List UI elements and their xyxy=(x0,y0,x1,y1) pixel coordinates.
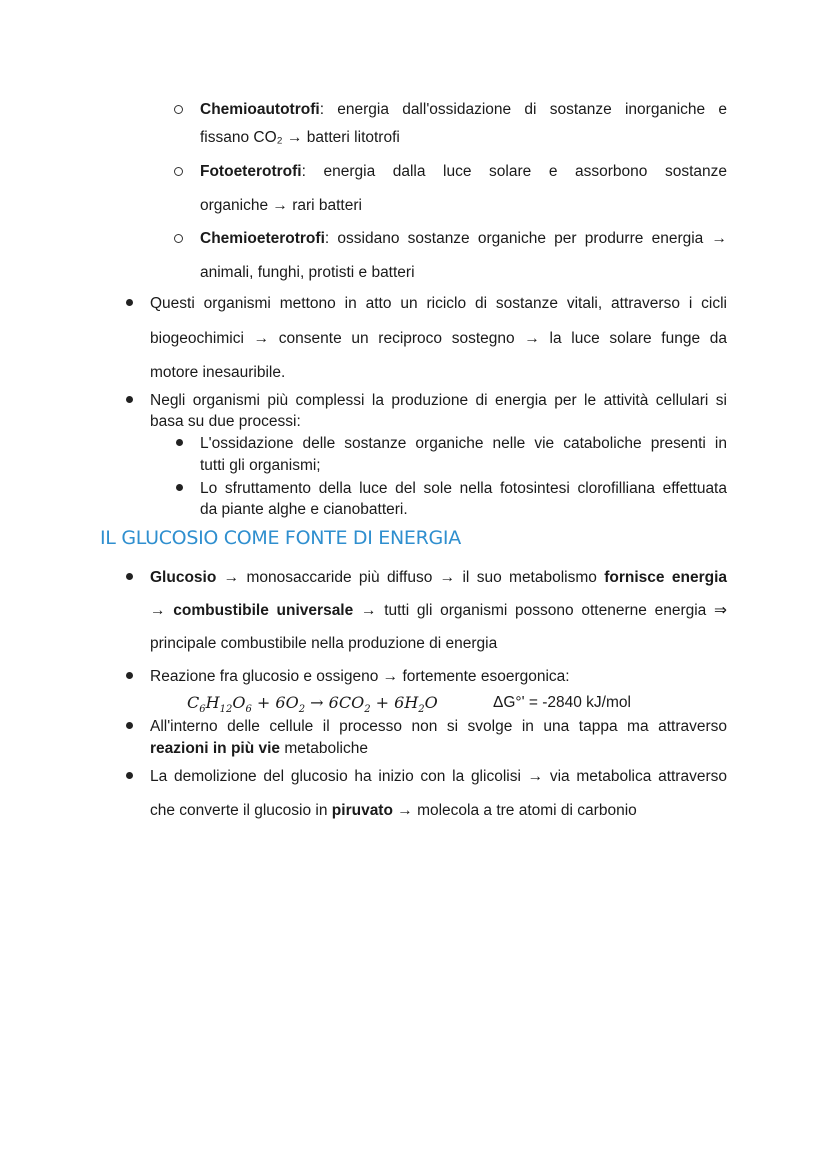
text-line xyxy=(150,601,727,621)
text-line: biogeochimici → consente un reciproco sostegno → la luce solare funge da xyxy=(150,330,727,347)
text-line xyxy=(150,801,637,821)
bullet-icon xyxy=(126,573,133,580)
term: combustibile universale xyxy=(173,602,354,619)
bullet-icon xyxy=(126,772,133,779)
eq-part: H xyxy=(205,693,220,712)
term: Fotoeterotrofi xyxy=(200,163,302,180)
text-line: fissano CO₂ → batteri litotrofi xyxy=(200,129,400,146)
text: metaboliche xyxy=(280,740,368,757)
chemical-equation xyxy=(187,693,438,715)
term: piruvato xyxy=(331,802,393,819)
eq-sub: 6 xyxy=(245,704,252,716)
text-line: organiche → rari batteri xyxy=(200,197,362,214)
text-line: Negli organismi più complessi la produzione di energia per le attività cellulari si xyxy=(150,392,727,409)
text-line: principale combustibile nella produzione di energia xyxy=(150,635,498,652)
bullet-icon xyxy=(126,299,133,306)
term: Glucosio xyxy=(150,569,217,586)
text: : energia dall'ossidazione di sostanze inorganiche e xyxy=(319,101,727,118)
text-line: tutti gli organismi; xyxy=(200,457,321,474)
bullet-icon xyxy=(126,722,133,729)
bullet-icon xyxy=(176,439,183,446)
eq-sub: 2 xyxy=(418,704,425,716)
bullet-icon xyxy=(126,396,133,403)
text-line: Questi organismi mettono in atto un riciclo di sostanze vitali, attraverso i cicli xyxy=(150,295,727,312)
eq-part: + 6O xyxy=(251,693,299,712)
text: che converte il glucosio in xyxy=(150,802,332,819)
delta-g-value: ΔG°' = -2840 kJ/mol xyxy=(493,694,631,711)
bullet-icon xyxy=(176,484,183,491)
eq-part: + 6H xyxy=(370,693,419,712)
eq-part: O xyxy=(424,693,438,712)
text: : energia dalla luce solare e assorbono sostanze xyxy=(301,163,727,180)
list-item xyxy=(200,229,727,249)
section-heading: IL GLUCOSIO COME FONTE DI ENERGIA xyxy=(100,527,461,549)
term: reazioni in più vie xyxy=(150,740,281,757)
term: Chemioeterotrofi xyxy=(200,230,325,247)
eq-sub: 12 xyxy=(219,704,233,716)
term: Chemioautotrofi xyxy=(200,101,320,118)
text: → monosaccaride più diffuso → il suo metabolismo xyxy=(216,569,605,586)
text-line: All'interno delle cellule il processo non si svolge in una tappa ma attraverso xyxy=(150,718,727,735)
text-line: animali, funghi, protisti e batteri xyxy=(200,264,415,281)
text-line xyxy=(150,739,368,759)
eq-sub: 2 xyxy=(298,704,306,716)
text-line xyxy=(150,568,727,588)
text-line: La demolizione del glucosio ha inizio con la glicolisi → via metabolica attraverso xyxy=(150,768,727,785)
term: fornisce energia xyxy=(604,569,727,586)
list-item xyxy=(200,162,727,182)
eq-part: → 6CO xyxy=(305,693,365,712)
text-line: Lo sfruttamento della luce del sole nella fotosintesi clorofilliana effettuata xyxy=(200,480,727,497)
eq-sub: 6 xyxy=(199,704,206,716)
text-line: Reazione fra glucosio e ossigeno → fortemente esoergonica: xyxy=(150,668,570,685)
eq-part: O xyxy=(232,693,246,712)
text: → xyxy=(150,602,174,619)
text: : ossidano sostanze organiche per produrre energia → xyxy=(324,230,727,247)
text-line: motore inesauribile. xyxy=(150,364,286,381)
text: → tutti gli organismi possono ottenerne energia ⇒ xyxy=(353,602,728,619)
text-line: basa su due processi: xyxy=(150,413,301,430)
eq-sub: 2 xyxy=(364,704,371,716)
circle-bullet-icon xyxy=(174,167,183,176)
circle-bullet-icon xyxy=(174,234,183,243)
text-line: L'ossidazione delle sostanze organiche nelle vie cataboliche presenti in xyxy=(200,435,727,452)
eq-part: C xyxy=(187,693,200,712)
list-item xyxy=(200,100,727,120)
text: → molecola a tre atomi di carbonio xyxy=(392,802,637,819)
text-line: da piante alghe e cianobatteri. xyxy=(200,501,408,518)
bullet-icon xyxy=(126,672,133,679)
circle-bullet-icon xyxy=(174,105,183,114)
